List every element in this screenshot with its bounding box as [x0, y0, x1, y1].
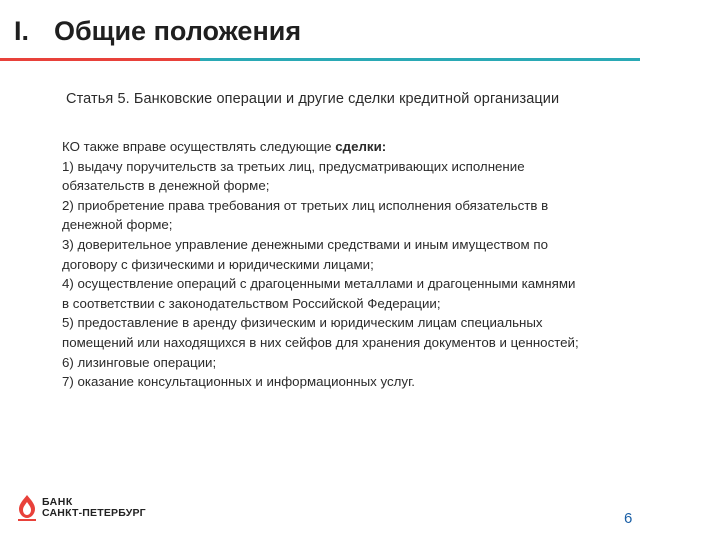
divider-teal-segment [200, 58, 640, 61]
list-line: обязательств в денежной форме; [62, 178, 270, 194]
logo-line-2: САНКТ-ПЕТЕРБУРГ [42, 507, 146, 519]
list-line: 3) доверительное управление денежными средствами и иным имуществом по [62, 236, 548, 252]
body-text [62, 137, 642, 392]
page-number: 6 [624, 510, 633, 527]
list-line: 2) приобретение права требования от третьих лиц исполнения обязательств в [62, 197, 549, 213]
title-row [14, 16, 301, 56]
logo-line-1: БАНК [42, 496, 73, 508]
list-line: 7) оказание консультационных и информационных услуг. [62, 374, 415, 390]
intro-line [62, 137, 642, 157]
article-heading: Статья 5. Банковские операции и другие сделки кредитной организации [66, 91, 560, 107]
bank-logo [16, 494, 146, 522]
intro-bold: сделки: [335, 139, 387, 154]
list-line: 5) предоставление в аренду физическим и юридическим лицам специальных [62, 315, 543, 331]
title-divider [0, 58, 640, 61]
list-line: в соответствии с законодательством Российской Федерации; [62, 295, 441, 311]
list-line: 4) осуществление операций с драгоценными металлами и драгоценными камнями [62, 276, 576, 292]
list-line: 6) лизинговые операции; [62, 354, 217, 370]
divider-red-segment [0, 58, 200, 61]
intro-prefix: КО также вправе осуществлять следующие [62, 139, 336, 154]
list-line: помещений или находящихся в них сейфов для хранения документов и ценностей; [62, 334, 579, 350]
page-title: Общие положения [54, 16, 302, 46]
list-line: денежной форме; [62, 217, 173, 233]
list-line: 1) выдачу поручительств за третьих лиц, предусматривающих исполнение [62, 158, 525, 174]
bank-logo-icon [16, 494, 38, 522]
bank-logo-text [42, 497, 146, 519]
list-line: договору с физическими и юридическими лицами; [62, 256, 374, 272]
section-number: I. [14, 16, 30, 46]
